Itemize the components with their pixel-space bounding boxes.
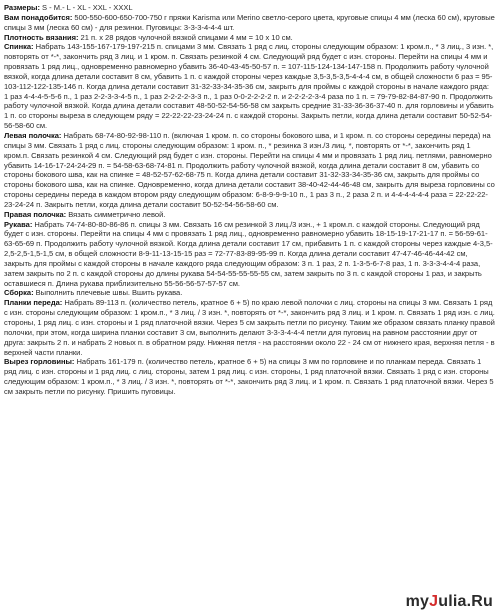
sleeves-paragraph <box>4 220 495 289</box>
back-text: Набрать 143-155-167-179-197-215 п. спицами 3 мм. Связать 1 ряд с лиц. стороны следующим образом: 1 кром.п., * 3 лиц., 3 изн. *, повторять от *-*, закончить ряд 3 лиц. и 1 кром. п. Связать резинкой 4 см. Следующий ряд будет с изн. стороны. Перейти на спицы 4 мм и провязать 1 ряд лиц., одновременно равномерно убавить 36-40-43-45-50-57 п. = 107-115-124-134-147-158 п. Продолжить работу чулочной вязкой, когда длина детали составит 8 см, убавить 1 п. с каждой стороны через каждые 3,5-3,5-3,5-4-4-4 см, в общей сложности 6 раз = 95-103-112-122-135-146 п. Когда длина детали составит 31-32-33-34-35-36 см, закрыть для проймы с каждой стороны в начале каждого ряда: 1 раз 4-4-4-5-5-6 п., 1 раз 2-2-3-3-4-5 п., 1 раз 2-2-2-2-3-3 п., 1 раз 0-0-2-2-2-2 п. и 2-2-2-2-3-4 раза по 1 п. = 79-79-82-84-87-90 п. Продолжить работу чулочной вязкой. Когда длина детали составит 48-50-52-54-56-58 см закрыть средние 31-33-36-36-37-40 п. для горловины и убавить 1 п. со стороны выреза в следующем ряду = 22-22-22-23-24-24 п. с каждой стороны. Закрыть петли, когда длина детали составит 50-52-54-56-58-60 см. <box>4 42 494 131</box>
neckline-text: Набрать 161-179 п. (количество петель, кратное 6 + 5) на спицы 3 мм по горловине и по планкам переда. Связать 1 ряд лиц. с изн. стороны и 1 ряд лиц. с лиц. стороны, затем 1 ряд лиц. с изн. стороны, 1 ряд платочной вязки. Связать 1 ряд с изн. стороны следующим образом: 1 кром.п., * 3 лиц. / 3 изн. *, повторять от *-*, закончить ряд 3 лиц. и 1 кром. п. Связать 1 ряд платочной вязки. Через 5 см закрыть петли по рисунку. Пришить пуговицы. <box>4 357 494 396</box>
left-front-text: Набрать 68-74-80-92-98-110 п. (включая 1 кром. п. со стороны бокового шва, и 1 кром. п. со стороны середины переда) на спицы 3 мм. Связать 1 ряд с лиц. стороны следующим образом: 1 кром. п., * резинка 3 изн./3 лиц. *, повторять от *-*, закончить ряд 1 кром.п. Связать резинкой 4 см. Следующий ряд будет с изн. стороны. Перейти на спицы 4 мм и провязать 1 ряд лиц. петлями, равномерно убавить 14-16-17-24-24-29 п. = 54-58-63-68-74-81 п. Продолжить работу чулочной вязкой, когда длина детали составит 8 см, убавить со стороны бокового шва, как на спинке = 48-52-57-62-68-75 п. Когда длина детали составит 31-32-33-34-35-36 см, закрыть для проймы со стороны бокового шва, как на спинке. Одновременно, когда длина детали составит 38-40-42-44-46-48 см, закрыть для выреза горловины со стороны середины переда в каждом втором ряду следующим образом: 6-8-9-9-9-10 п., 1 раз 3 п., 2 раза 2 п. и 4-4-4-4-4-4 раза = 22-22-22-23-24-24 п. Закрыть петли, когда длина детали составит 50-52-54-56-58-60 см. <box>4 130 495 209</box>
neckline-heading: Вырез горловины: <box>4 357 75 367</box>
sizes-text: S - M.- L - XL - XXL - XXXL <box>39 3 133 12</box>
gauge-heading: Плотность вязания: <box>4 32 79 42</box>
back-heading: Спинка: <box>4 42 34 52</box>
left-front-heading: Левая полочка: <box>4 130 62 140</box>
right-front-heading: Правая полочка: <box>4 209 67 219</box>
sleeves-text: Набрать 74-74-80-80-86-86 п. спицы 3 мм. Связать 16 см резинкой 3 лиц./3 изн., + 1 кром.п. с каждой стороны. Следующий ряд будет с изн. стороны. Перейти на спицы 4 мм с провязать 1 ряд лиц., одновременно равномерно убавить 18-15-19-17-21-17 п. = 56-59-61-63-65-69 п. Продолжить работу чулочной вязкой. Когда длина детали составит 17 см, прибавить 1 п. с каждой стороны через каждые 4-3,5-2,5-2,5-1,5-1,5 см, в общей сложности 8-9-11-13-15-15 раз = 72-77-83-89-95-99 п. Когда длина детали составит 47-47-46-46-44-42 см, закрыть для проймы с каждой стороны в начале каждого ряда следующим образом: 3 п. 1 раз, 2 п. 1-3-5-6-7-8 раз, 1 п. 3-3-3-4-4-4 раза, затем закрыть по 2 п. с каждой стороны до длины рукава 54-54-55-55-55-55 см, затем закрыть по 3 п. с каждой стороны 1 раз, и закрыть оставшиеся п. Длина рукава приблизительно 55-56-56-57-57-57 см. <box>4 219 493 288</box>
assembly-paragraph <box>4 288 495 298</box>
materials-paragraph <box>4 13 495 33</box>
gauge-text: 21 п. х 28 рядов чулочной вязкой спицами 4 мм = 10 х 10 см. <box>78 32 293 42</box>
gauge-paragraph <box>4 33 495 43</box>
sizes-paragraph <box>4 3 495 13</box>
assembly-heading: Сборка: <box>4 288 34 298</box>
left-front-paragraph <box>4 131 495 210</box>
watermark-prefix: my <box>405 593 430 610</box>
front-bands-paragraph <box>4 298 495 357</box>
pattern-document <box>4 3 495 397</box>
sizes-heading: Размеры: <box>4 3 40 12</box>
assembly-text: Выполнить плечевые швы. Вшить рукава. <box>33 288 183 298</box>
watermark-accent: J <box>429 593 439 610</box>
materials-text: 500-550-600-650-700-750 г пряжи Karisma или Merino светло-серого цвета, круговые спицы 4 мм (леска 60 см), круговые спицы 3 мм (леска 60 см) - для резинки. Пуговицы: 3-3-3-4-4-4 шт. <box>4 12 495 32</box>
watermark-suffix: ulia.Ru <box>438 593 493 610</box>
sleeves-heading: Рукава: <box>4 219 33 229</box>
neckline-paragraph <box>4 357 495 396</box>
site-watermark <box>406 593 493 611</box>
front-bands-text: Набрать 89-113 п. (количество петель, кратное 6 + 5) по краю левой полочки с лиц. стороны на спицы 3 мм. Связать 1 ряд с изн. стороны следующим образом: 1 кром.п., * 3 лиц. / 3 изн. *, повторять от *-*, закончить ряд 3 лиц. и 1 кром. п. Связать 1 ряд изн. с лиц. стороны, 1 ряд лиц. с изн. стороны и 1 ряд платочной вязки. Через 5 см закрыть петли по рисунку. Таким же образом связать планку правой полочки, при этом, когда ширина планки составит 3 см, выполнить делают 3-3-3-4-4-4 петли для пуговиц на равном расстоянии друг от друга: закрыть 2 п. и набрать 2 новых п. в обратном ряду. Нижняя петля - на расстоянии около 22 - 24 см от нижнего края, верхняя петля - в верхней части планки. <box>4 298 495 357</box>
right-front-paragraph <box>4 210 495 220</box>
front-bands-heading: Планки переда: <box>4 298 63 308</box>
back-paragraph <box>4 42 495 131</box>
right-front-text: Вязать симметрично левой. <box>66 209 166 219</box>
materials-heading: Вам понадобится: <box>4 12 73 22</box>
